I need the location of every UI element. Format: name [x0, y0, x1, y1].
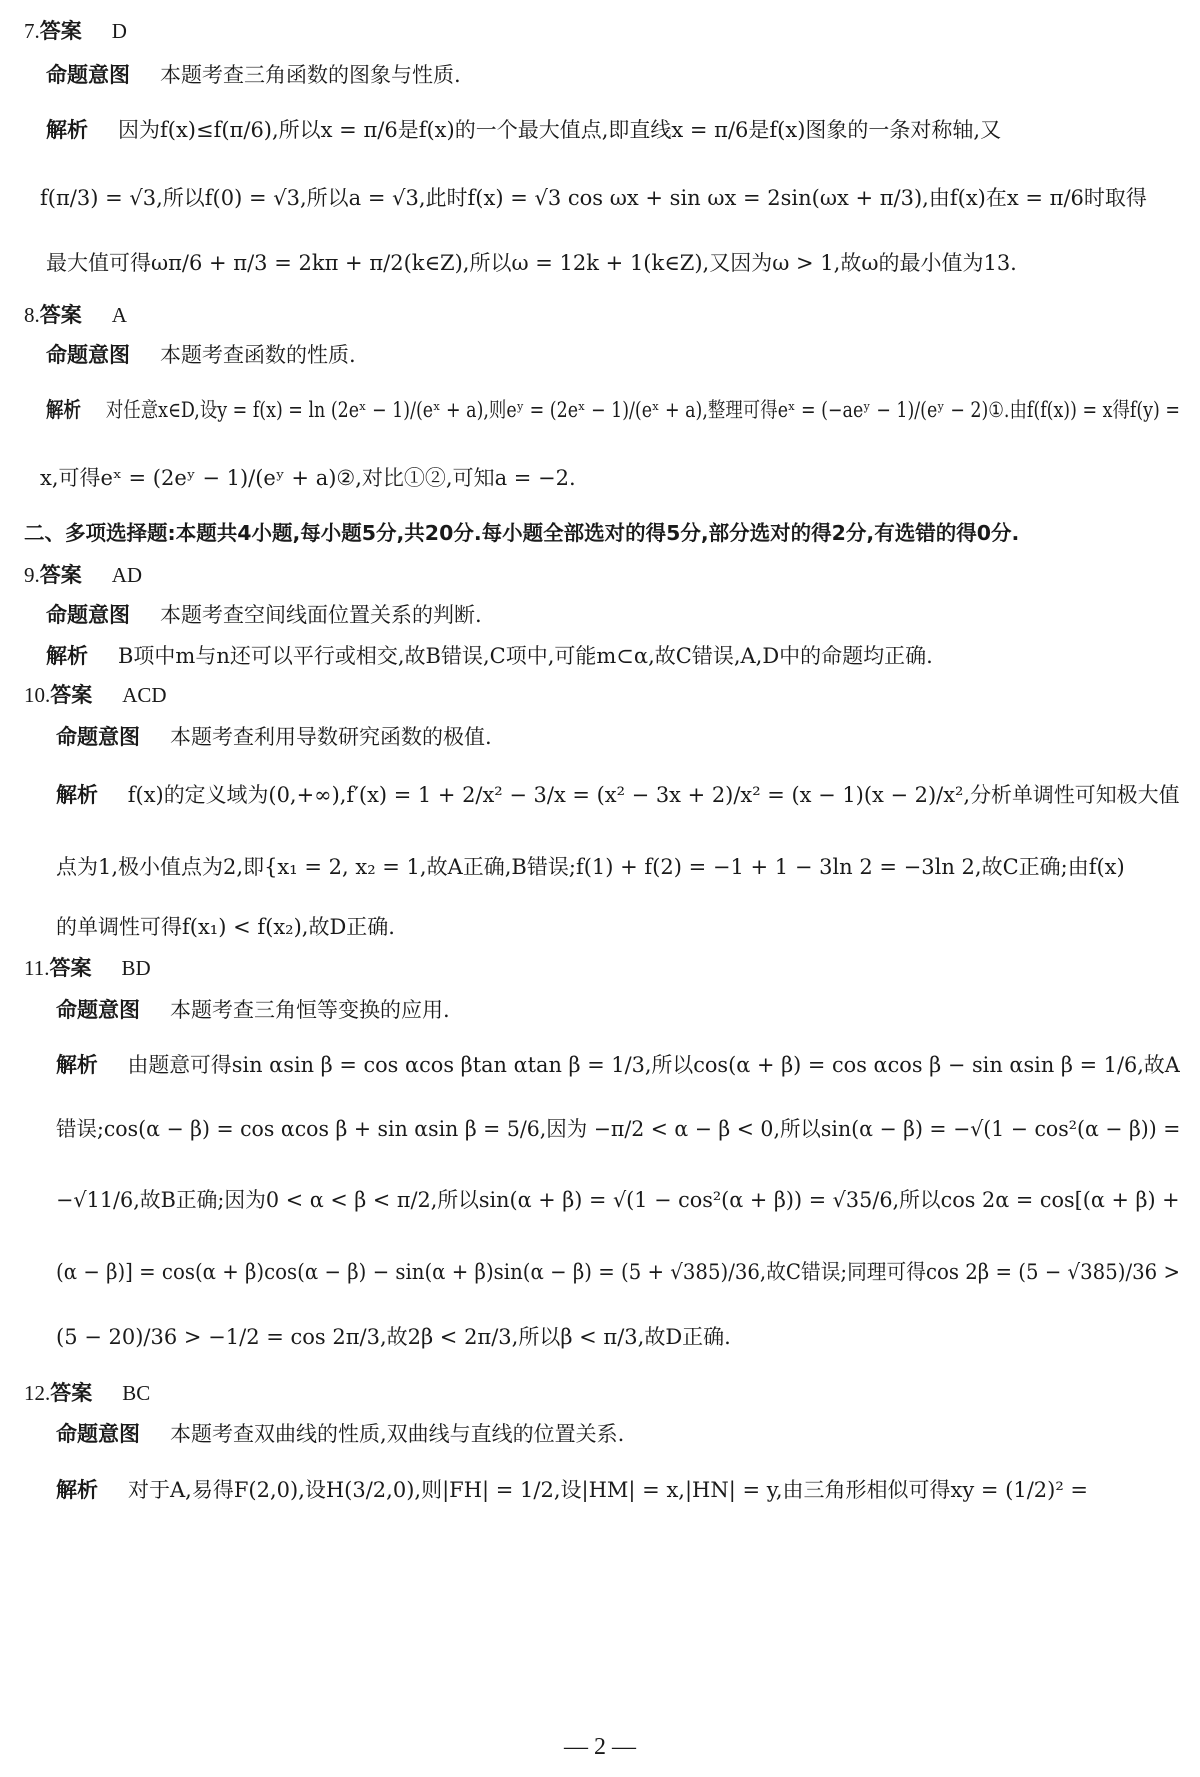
analysis-label: 解析	[56, 1478, 98, 1502]
q11-analysis-line-5: (5 − 20)/36 > −1/2 = cos 2π/3,故2β < 2π/3,所以β < π/3,故D正确.	[56, 1325, 731, 1349]
answer-value: BC	[122, 1381, 151, 1405]
intent-text: 本题考查三角函数的图象与性质.	[160, 63, 461, 87]
intent-label: 命题意图	[56, 725, 140, 749]
intent-text: 本题考查三角恒等变换的应用.	[170, 998, 450, 1022]
question-number: 7.	[24, 19, 40, 43]
section-heading: 二、多项选择题:本题共4小题,每小题5分,共20分.每小题全部选对的得5分,部分选对的得2分,有选错的得0分.	[24, 521, 1020, 545]
answer-label: 答案	[39, 303, 82, 327]
q10-analysis-line-3: 的单调性可得f(x₁) < f(x₂),故D正确.	[56, 915, 395, 939]
analysis-text: 因为f(x)≤f(π/6),所以x = π/6是f(x)的一个最大值点,即直线x = π/6是f(x)图象的一条对称轴,又	[118, 118, 1002, 142]
analysis-text: f(x)的定义域为(0,+∞),f′(x) = 1 + 2/x² − 3/x = (x² − 3x + 2)/x² = (x − 1)(x − 2)/x²,分析单调性可知极大值	[127, 783, 1180, 807]
q10-analysis-line-2: 点为1,极小值点为2,即{x₁ = 2, x₂ = 1,故A正确,B错误;f(1) + f(2) = −1 + 1 − 3ln 2 = −3ln 2,故C正确;由f(x)	[56, 855, 1125, 879]
intent-text: 本题考查利用导数研究函数的极值.	[170, 725, 492, 749]
analysis-label: 解析	[56, 783, 98, 807]
intent-label: 命题意图	[46, 343, 130, 367]
q8-analysis-line-1	[46, 395, 1180, 425]
intent-text: 本题考查双曲线的性质,双曲线与直线的位置关系.	[170, 1422, 625, 1446]
analysis-label: 解析	[46, 644, 88, 668]
answer-label: 答案	[39, 19, 82, 43]
answer-value: D	[111, 19, 127, 43]
analysis-text: 由题意可得sin αsin β = cos αcos βtan αtan β = 1/3,所以cos(α + β) = cos αcos β − sin αsin β = 1/6,故A	[127, 1053, 1180, 1077]
q11-analysis-line-4: (α − β)] = cos(α + β)cos(α − β) − sin(α + β)sin(α − β) = (5 + √385)/36,故C错误;同理可得cos 2β = (5 − √385)/36 >	[56, 1260, 1180, 1284]
q7-intent-row	[46, 60, 461, 90]
intent-label: 命题意图	[56, 1422, 140, 1446]
intent-text: 本题考查函数的性质.	[160, 343, 356, 367]
analysis-text: B项中m与n还可以平行或相交,故B错误,C项中,可能m⊂α,故C错误,A,D中的命题均正确.	[118, 644, 933, 668]
intent-label: 命题意图	[56, 998, 140, 1022]
question-number: 10.	[24, 683, 51, 707]
q8-intent-row	[46, 340, 356, 370]
q10-intent-row	[56, 722, 492, 752]
q7-analysis-line-2: f(π/3) = √3,所以f(0) = √3,所以a = √3,此时f(x) = √3 cos ωx + sin ωx = 2sin(ωx + π/3),由f(x)在x = π/6时取得	[40, 186, 1147, 210]
q11-intent-row	[56, 995, 450, 1025]
q7-answer-row	[24, 16, 127, 46]
analysis-label: 解析	[46, 118, 88, 142]
question-number: 12.	[24, 1381, 51, 1405]
q11-analysis-line-3: −√11/6,故B正确;因为0 < α < β < π/2,所以sin(α + β) = √(1 − cos²(α + β)) = √35/6,所以cos 2α = cos[(α + β) +	[56, 1188, 1180, 1212]
answer-value: A	[111, 303, 127, 327]
q7-analysis-line-3: 最大值可得ωπ/6 + π/3 = 2kπ + π/2(k∈Z),所以ω = 12k + 1(k∈Z),又因为ω > 1,故ω的最小值为13.	[46, 251, 1017, 275]
q12-analysis-line-1	[56, 1475, 1088, 1505]
q10-analysis-line-1	[56, 780, 1180, 810]
q11-analysis-line-1	[56, 1050, 1180, 1080]
question-number: 9.	[24, 563, 40, 587]
q7-analysis-line-1	[46, 115, 1001, 145]
q9-intent-row	[46, 600, 482, 630]
answer-label: 答案	[49, 956, 92, 980]
q9-analysis-line-1	[46, 641, 933, 671]
analysis-text: 对于A,易得F(2,0),设H(3/2,0),则|FH| = 1/2,设|HM| = x,|HN| = y,由三角形相似可得xy = (1/2)² =	[128, 1478, 1089, 1502]
answer-value: ACD	[122, 683, 167, 707]
q9-answer-row	[24, 560, 142, 590]
q8-analysis-line-2: x,可得eˣ = (2eʸ − 1)/(eʸ + a)②,对比①②,可知a = −2.	[40, 466, 576, 490]
answer-label: 答案	[50, 1381, 93, 1405]
intent-label: 命题意图	[46, 603, 130, 627]
q10-answer-row	[24, 680, 167, 710]
page-number: — 2 —	[564, 1734, 636, 1760]
answer-label: 答案	[39, 563, 82, 587]
intent-text: 本题考查空间线面位置关系的判断.	[160, 603, 482, 627]
analysis-label: 解析	[46, 398, 81, 422]
question-number: 11.	[24, 956, 50, 980]
answer-value: AD	[111, 563, 143, 587]
analysis-text: 对任意x∈D,设y = f(x) = ln (2eˣ − 1)/(eˣ + a),则eʸ = (2eˣ − 1)/(eˣ + a),整理可得eˣ = (−aeʸ − 1)/(eʸ − 2)①.由f(f(x)) = x得f(y) =	[105, 398, 1181, 422]
q11-analysis-line-2: 错误;cos(α − β) = cos αcos β + sin αsin β = 5/6,因为 −π/2 < α − β < 0,所以sin(α − β) = −√(1 − cos²(α − β)) =	[56, 1117, 1181, 1141]
answer-value: BD	[121, 956, 151, 980]
answer-label: 答案	[50, 683, 93, 707]
q12-intent-row	[56, 1419, 624, 1449]
intent-label: 命题意图	[46, 63, 130, 87]
q11-answer-row	[24, 953, 151, 983]
question-number: 8.	[24, 303, 40, 327]
analysis-label: 解析	[56, 1053, 98, 1077]
q12-answer-row	[24, 1378, 150, 1408]
q8-answer-row	[24, 300, 127, 330]
